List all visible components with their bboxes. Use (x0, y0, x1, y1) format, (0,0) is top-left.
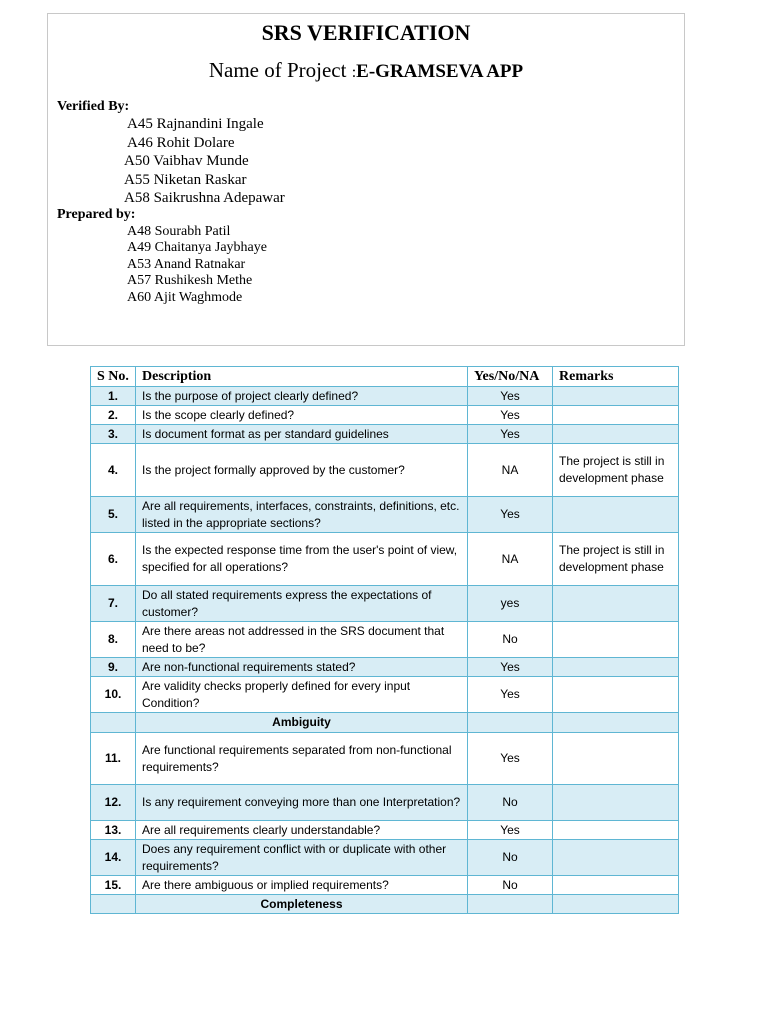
row-answer: Yes (468, 387, 553, 406)
row-remarks (553, 406, 679, 425)
section-answer-empty (468, 895, 553, 914)
table-header-row (91, 367, 679, 387)
row-description: Is document format as per standard guidelines (136, 425, 468, 444)
row-answer: No (468, 785, 553, 821)
row-answer: Yes (468, 677, 553, 713)
row-description: Does any requirement conflict with or duplicate with other requirements? (136, 840, 468, 876)
row-number: 14. (91, 840, 136, 876)
table-row (91, 622, 679, 658)
section-answer-empty (468, 713, 553, 733)
preparer-name: A53 Anand Ratnakar (127, 257, 246, 272)
table-row (91, 497, 679, 533)
row-remarks (553, 677, 679, 713)
table-row (91, 821, 679, 840)
row-remarks (553, 733, 679, 785)
section-sno-empty (91, 895, 136, 914)
row-description: Is any requirement conveying more than one Interpretation? (136, 785, 468, 821)
row-answer: Yes (468, 406, 553, 425)
table-row (91, 658, 679, 677)
row-description: Do all stated requirements express the expectations of customer? (136, 586, 468, 622)
row-remarks: The project is still in development phase (553, 444, 679, 497)
row-answer: No (468, 876, 553, 895)
header-box (47, 13, 685, 346)
row-answer: NA (468, 444, 553, 497)
row-answer: yes (468, 586, 553, 622)
preparer-name: A60 Ajit Waghmode (127, 290, 243, 305)
section-sno-empty (91, 713, 136, 733)
section-row (91, 713, 679, 733)
section-remarks-empty (553, 895, 679, 914)
table-row (91, 785, 679, 821)
checklist-table (90, 366, 679, 914)
row-remarks (553, 586, 679, 622)
verifier-name: A46 Rohit Dolare (127, 135, 235, 151)
header-remarks: Remarks (553, 367, 679, 387)
preparer-name: A49 Chaitanya Jaybhaye (127, 240, 267, 255)
project-colon: : (351, 64, 357, 81)
row-remarks (553, 876, 679, 895)
table-row (91, 406, 679, 425)
row-remarks (553, 821, 679, 840)
row-remarks (553, 658, 679, 677)
row-answer: Yes (468, 425, 553, 444)
row-number: 6. (91, 533, 136, 586)
header-answer: Yes/No/NA (468, 367, 553, 387)
table-row (91, 840, 679, 876)
row-description: Are validity checks properly defined for every input Condition? (136, 677, 468, 713)
section-heading: Completeness (136, 895, 468, 914)
row-description: Is the project formally approved by the customer? (136, 444, 468, 497)
row-number: 13. (91, 821, 136, 840)
table-row (91, 387, 679, 406)
row-description: Is the expected response time from the user's point of view, specified for all operations? (136, 533, 468, 586)
row-answer: Yes (468, 658, 553, 677)
table-row (91, 533, 679, 586)
row-number: 15. (91, 876, 136, 895)
row-remarks (553, 785, 679, 821)
row-number: 7. (91, 586, 136, 622)
table-row (91, 733, 679, 785)
row-answer: Yes (468, 497, 553, 533)
table-row (91, 425, 679, 444)
preparer-name: A48 Sourabh Patil (127, 224, 231, 239)
row-number: 3. (91, 425, 136, 444)
row-remarks: The project is still in development phase (553, 533, 679, 586)
section-remarks-empty (553, 713, 679, 733)
prepared-by-label: Prepared by: (57, 207, 136, 222)
row-description: Is the purpose of project clearly defined? (136, 387, 468, 406)
project-name-line (48, 58, 684, 83)
row-answer: NA (468, 533, 553, 586)
row-answer: No (468, 622, 553, 658)
verifier-name: A45 Rajnandini Ingale (127, 116, 264, 132)
row-number: 12. (91, 785, 136, 821)
row-description: Are non-functional requirements stated? (136, 658, 468, 677)
row-description: Are there ambiguous or implied requirements? (136, 876, 468, 895)
verifier-name: A50 Vaibhav Munde (124, 153, 249, 169)
row-description: Is the scope clearly defined? (136, 406, 468, 425)
row-answer: Yes (468, 733, 553, 785)
document-title: SRS VERIFICATION (261, 20, 471, 45)
row-number: 10. (91, 677, 136, 713)
verified-by-label: Verified By: (57, 99, 130, 114)
row-remarks (553, 497, 679, 533)
row-description: Are all requirements clearly understandable? (136, 821, 468, 840)
row-number: 8. (91, 622, 136, 658)
section-row (91, 895, 679, 914)
table-row (91, 677, 679, 713)
header-sno: S No. (91, 367, 136, 387)
section-heading: Ambiguity (136, 713, 468, 733)
row-number: 11. (91, 733, 136, 785)
row-number: 4. (91, 444, 136, 497)
row-answer: Yes (468, 821, 553, 840)
verifier-name: A58 Saikrushna Adepawar (124, 190, 285, 206)
header-description: Description (136, 367, 468, 387)
row-number: 5. (91, 497, 136, 533)
row-description: Are all requirements, interfaces, constraints, definitions, etc. listed in the appropriate sections? (136, 497, 468, 533)
row-remarks (553, 387, 679, 406)
row-number: 1. (91, 387, 136, 406)
verifier-name: A55 Niketan Raskar (124, 172, 247, 188)
row-remarks (553, 622, 679, 658)
row-description: Are there areas not addressed in the SRS document that need to be? (136, 622, 468, 658)
preparer-name: A57 Rushikesh Methe (127, 273, 253, 288)
row-remarks (553, 840, 679, 876)
project-name: E-GRAMSEVA APP (356, 61, 524, 82)
row-answer: No (468, 840, 553, 876)
table-row (91, 586, 679, 622)
row-description: Are functional requirements separated from non-functional requirements? (136, 733, 468, 785)
table-row (91, 876, 679, 895)
row-number: 2. (91, 406, 136, 425)
project-label: Name of Project (208, 58, 352, 82)
row-number: 9. (91, 658, 136, 677)
table-row (91, 444, 679, 497)
row-remarks (553, 425, 679, 444)
